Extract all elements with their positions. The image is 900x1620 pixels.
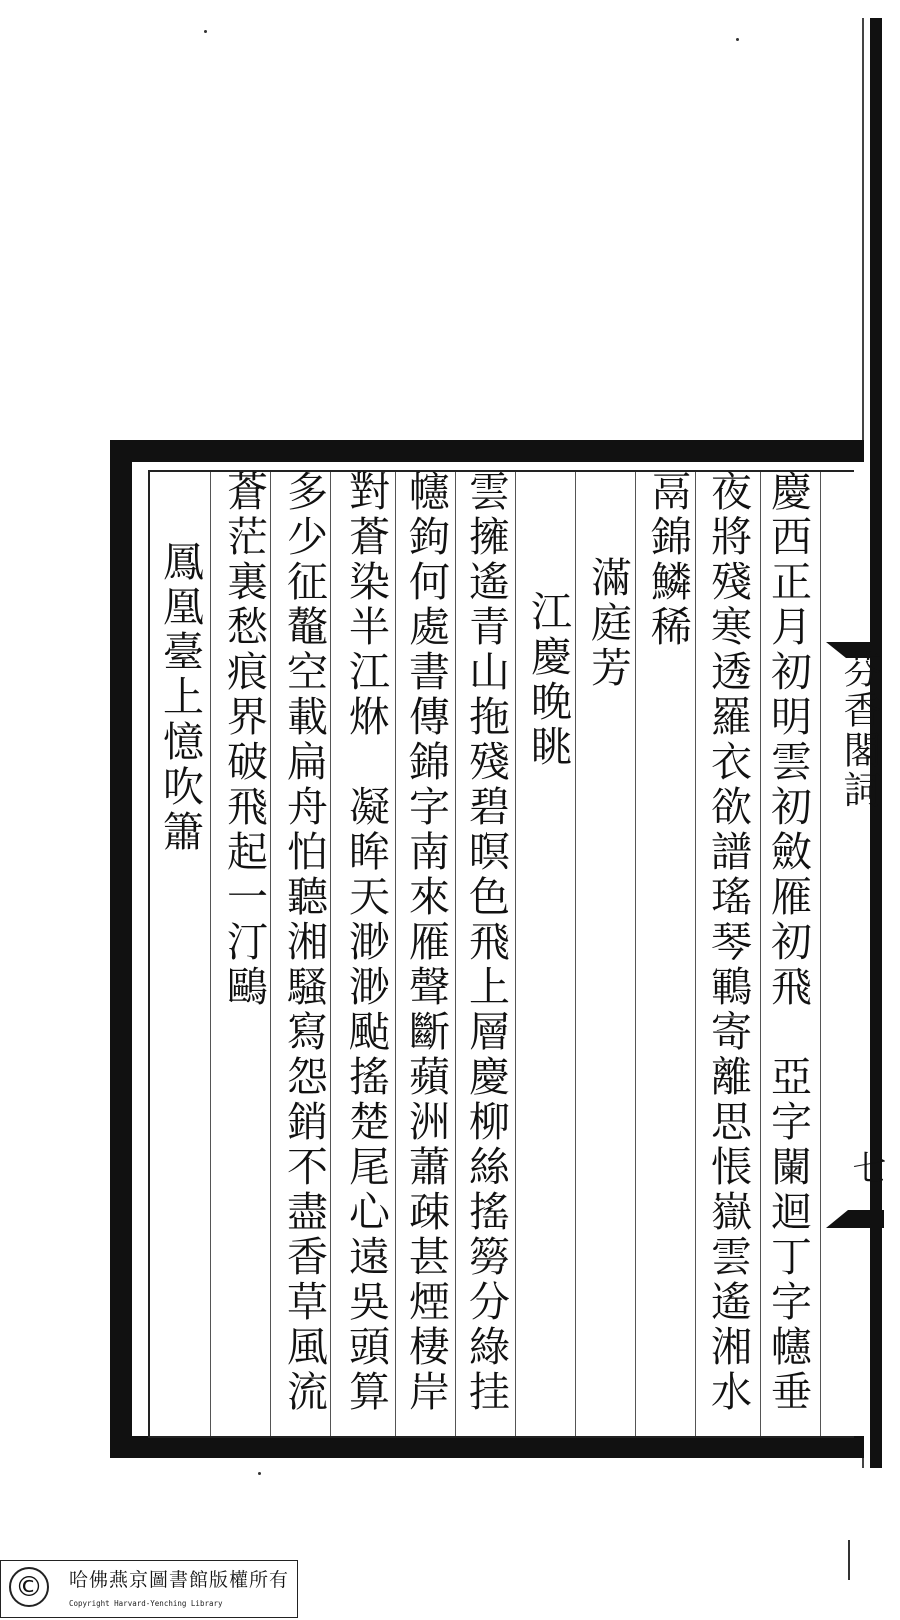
section-heading: 鳳凰臺上憶吹簫 — [156, 540, 204, 855]
text-column: 慶西正月初明雲初斂雁初飛 亞字闌迴丁字幰垂 — [764, 470, 812, 1415]
column-rule — [395, 472, 396, 1436]
banxin-title: 芬香閣詞 — [837, 650, 881, 810]
section-heading: 滿庭芳 — [584, 556, 632, 691]
scan-speck — [848, 1540, 850, 1580]
text-column: 幰鉤何處書傳錦字南來雁聲斷蘋洲蕭疎甚煙棲岸 — [402, 470, 450, 1415]
poem-title: 江慶晚眺 — [524, 590, 572, 770]
copyright-text-english: Copyright Harvard-Yenching Library — [69, 1599, 223, 1608]
column-rule — [515, 472, 516, 1436]
text-column: 夜將殘寒透羅衣欲譜瑤琴鶤寄離思悵嶽雲遙湘水 — [704, 470, 752, 1415]
banxin-page-marker: 七 — [846, 1150, 886, 1184]
copyright-icon: © — [9, 1567, 49, 1607]
text-column: 鬲錦鱗稀 — [644, 470, 692, 650]
scan-speck — [204, 30, 207, 33]
column-rule — [210, 472, 211, 1436]
text-column: 雲擁遙青山拖殘碧暝色飛上層慶柳絲搖簩分綠挂 — [462, 470, 510, 1415]
column-rule — [820, 472, 821, 1436]
column-rule — [455, 472, 456, 1436]
scan-speck — [736, 38, 739, 41]
text-column: 對蒼染半江烌 凝眸天渺渺颭搖楚尾心遠吳頭算 — [342, 470, 390, 1415]
copyright-text-chinese: 哈佛燕京圖書館版權所有 — [69, 1569, 290, 1591]
fish-tail-mark-bottom — [826, 1210, 884, 1228]
scan-speck — [258, 1472, 261, 1475]
text-column: 蒼茫裏愁痕界破飛起一汀鷗 — [220, 470, 268, 1010]
copyright-stamp — [0, 1560, 298, 1618]
text-column: 多少征鼇空載扁舟怕聽湘騷寫怨銷不盡香草風流 — [280, 470, 328, 1415]
